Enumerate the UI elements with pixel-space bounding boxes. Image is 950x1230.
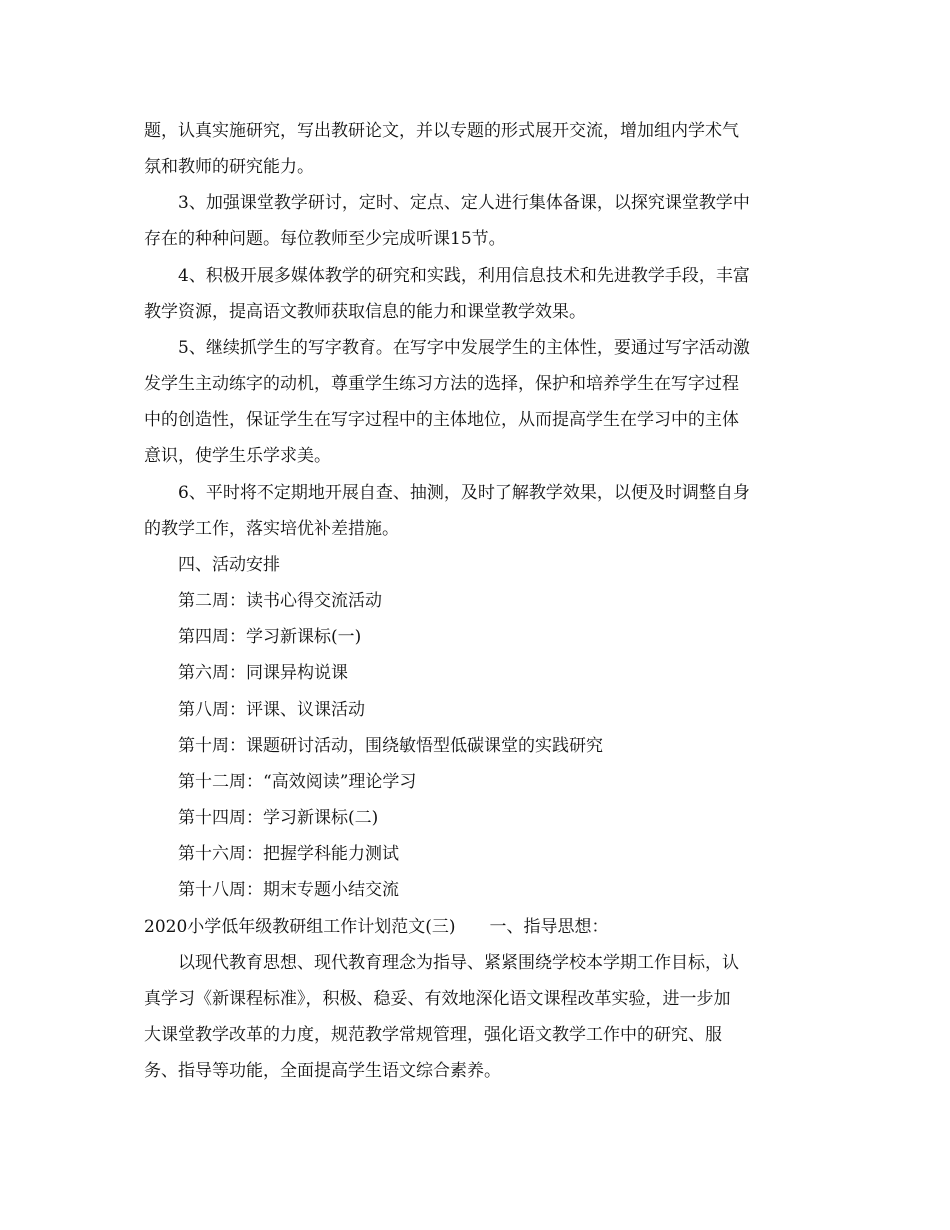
schedule-item: 第八周：评课、议课活动 bbox=[144, 700, 365, 720]
paragraph-line: 存在的种种问题。每位教师至少完成听课15节。 bbox=[144, 229, 506, 249]
schedule-item: 第四周：学习新课标(一) bbox=[144, 627, 362, 647]
paragraph-line: 氛和教师的研究能力。 bbox=[144, 157, 314, 177]
schedule-item: 第十四周：学习新课标(二) bbox=[144, 808, 379, 828]
paragraph-line: 中的创造性，保证学生在写字过程中的主体地位，从而提高学生在学习中的主体 bbox=[144, 410, 739, 430]
schedule-item: 第十八周：期末专题小结交流 bbox=[144, 880, 399, 900]
schedule-item: 第十周：课题研讨活动，围绕敏悟型低碳课堂的实践研究 bbox=[144, 736, 603, 756]
paragraph-line: 以现代教育思想、现代教育理念为指导、紧紧围绕学校本学期工作目标，认 bbox=[144, 953, 739, 973]
paragraph-line: 3、加强课堂教学研讨，定时、定点、定人进行集体备课，以探究课堂教学中 bbox=[144, 193, 750, 213]
paragraph-line: 务、指导等功能，全面提高学生语文综合素养。 bbox=[144, 1061, 501, 1081]
document-title: 2020小学低年级教研组工作计划范文(三) 一、指导思想： bbox=[144, 917, 609, 937]
paragraph-line: 4、积极开展多媒体教学的研究和实践，利用信息技术和先进教学手段，丰富 bbox=[144, 266, 750, 286]
paragraph-line: 大课堂教学改革的力度，规范教学常规管理，强化语文教学工作中的研究、服 bbox=[144, 1025, 722, 1045]
paragraph-line: 的教学工作，落实培优补差措施。 bbox=[144, 519, 399, 539]
schedule-item: 第十六周：把握学科能力测试 bbox=[144, 844, 399, 864]
section-heading: 四、活动安排 bbox=[144, 555, 280, 575]
paragraph-line: 6、平时将不定期地开展自查、抽测，及时了解教学效果，以便及时调整自身 bbox=[144, 483, 750, 503]
paragraph-line: 意识，使学生乐学求美。 bbox=[144, 446, 331, 466]
schedule-item: 第十二周：“高效阅读”理论学习 bbox=[144, 772, 417, 792]
schedule-item: 第六周：同课异构说课 bbox=[144, 663, 348, 683]
paragraph-line: 教学资源，提高语文教师获取信息的能力和课堂教学效果。 bbox=[144, 302, 586, 322]
schedule-item: 第二周：读书心得交流活动 bbox=[144, 591, 382, 611]
paragraph-line: 5、继续抓学生的写字教育。在写字中发展学生的主体性，要通过写字活动激 bbox=[144, 338, 750, 358]
paragraph-line: 发学生主动练字的动机，尊重学生练习方法的选择，保护和培养学生在写字过程 bbox=[144, 374, 739, 394]
paragraph-line: 真学习《新课程标准》，积极、稳妥、有效地深化语文课程改革实验，进一步加 bbox=[144, 989, 731, 1009]
paragraph-line: 题，认真实施研究，写出教研论文，并以专题的形式展开交流，增加组内学术气 bbox=[144, 121, 739, 141]
